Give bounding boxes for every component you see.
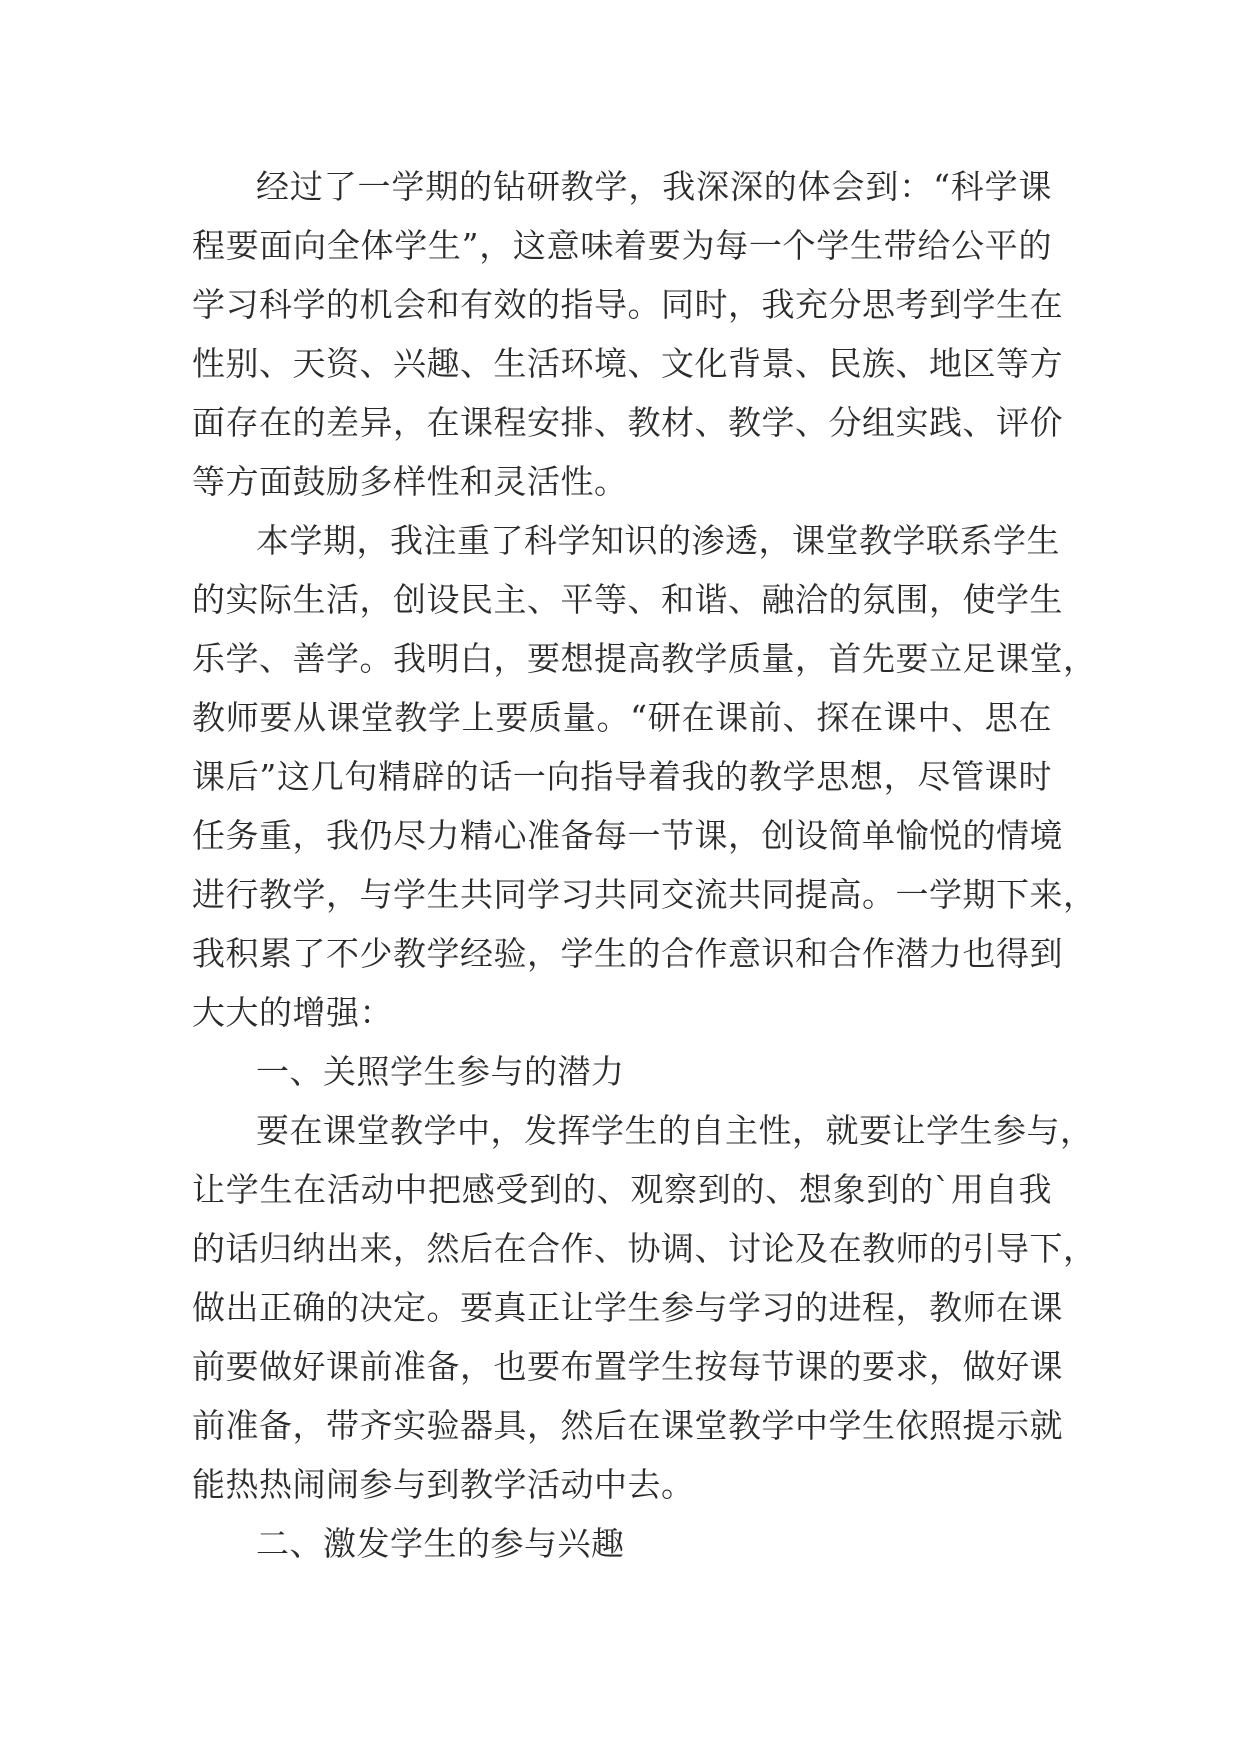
paragraph-3-line-7: 能热热闹闹参与到教学活动中去。 — [192, 1465, 695, 1504]
paragraph-1-line-4: 性别、天资、兴趣、生活环境、文化背景、民族、地区等方 — [192, 344, 1063, 383]
paragraph-2-line-6: 任务重，我仍尽力精心准备每一节课，创设简单愉悦的情境 — [192, 816, 1063, 855]
paragraph-2-line-8: 我积累了不少教学经验，学生的合作意识和合作潜力也得到 — [192, 934, 1063, 973]
paragraph-3-line-4: 做出正确的决定。要真正让学生参与学习的进程，教师在课 — [192, 1288, 1063, 1327]
paragraph-1-line-6: 等方面鼓励多样性和灵活性。 — [192, 462, 628, 501]
paragraph-3-line-6: 前准备，带齐实验器具，然后在课堂教学中学生依照提示就 — [192, 1406, 1063, 1445]
paragraph-2-line-3: 乐学、善学。我明白，要想提高教学质量，首先要立足课堂， — [192, 639, 1097, 678]
paragraph-3-line-1: 要在课堂教学中，发挥学生的自主性，就要让学生参与， — [256, 1111, 1094, 1150]
section-heading-2: 二、激发学生的参与兴趣 — [256, 1524, 625, 1563]
paragraph-2-line-9: 大大的增强： — [192, 993, 393, 1032]
paragraph-3-line-2: 让学生在活动中把感受到的、观察到的、想象到的`用自我 — [192, 1170, 1052, 1209]
paragraph-3-line-3: 的话归纳出来，然后在合作、协调、讨论及在教师的引导下， — [192, 1229, 1097, 1268]
section-heading-1: 一、关照学生参与的潜力 — [256, 1052, 625, 1091]
paragraph-2-line-2: 的实际生活，创设民主、平等、和谐、融洽的氛围，使学生 — [192, 580, 1063, 619]
paragraph-2-line-7: 进行教学，与学生共同学习共同交流共同提高。一学期下来， — [192, 875, 1097, 914]
paragraph-1-line-3: 学习科学的机会和有效的指导。同时，我充分思考到学生在 — [192, 285, 1063, 324]
paragraph-1-line-2: 程要面向全体学生”，这意味着要为每一个学生带给公平的 — [192, 226, 1052, 265]
paragraph-1-line-1: 经过了一学期的钻研教学，我深深的体会到：“科学课 — [256, 167, 1052, 206]
paragraph-2-line-4: 教师要从课堂教学上要质量。“研在课前、探在课中、思在 — [192, 698, 1052, 737]
paragraph-2-line-5: 课后”这几句精辟的话一向指导着我的教学思想，尽管课时 — [192, 757, 1052, 796]
paragraph-2-line-1: 本学期，我注重了科学知识的渗透，课堂教学联系学生 — [256, 521, 1060, 560]
paragraph-3-line-5: 前要做好课前准备，也要布置学生按每节课的要求，做好课 — [192, 1347, 1063, 1386]
paragraph-1-line-5: 面存在的差异，在课程安排、教材、教学、分组实践、评价 — [192, 403, 1063, 442]
